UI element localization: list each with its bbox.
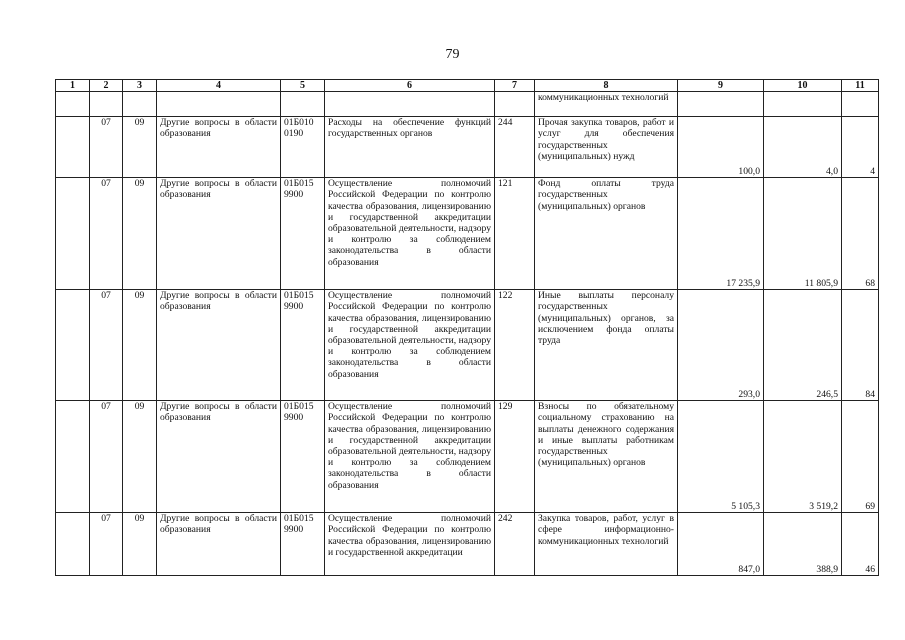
cell-expense-name: Прочая закупка товаров, работ и услуг для обеспечения государственных (муниципальных) нужд xyxy=(535,117,678,178)
table-row xyxy=(56,401,879,513)
cell-actual: 11 805,9 xyxy=(764,178,842,290)
cell-expense-type: 122 xyxy=(495,290,535,401)
cell-percent: 68 xyxy=(842,178,879,290)
cell-article-name xyxy=(325,92,495,117)
cell-col1 xyxy=(56,401,90,513)
cell-actual xyxy=(764,92,842,117)
cell-expense-type: 121 xyxy=(495,178,535,290)
column-header: 10 xyxy=(764,80,842,92)
cell-expense-name: Иные выплаты персоналу государственных (муниципальных) органов, за исключением фонда оплаты труда xyxy=(535,290,678,401)
cell-expense-type: 129 xyxy=(495,401,535,513)
cell-target-article: 01Б015 9900 xyxy=(281,401,325,513)
table-row xyxy=(56,92,879,117)
cell-col1 xyxy=(56,290,90,401)
cell-col1 xyxy=(56,117,90,178)
cell-article-name: Расходы на обеспечение функций государственных органов xyxy=(325,117,495,178)
header-row xyxy=(56,80,879,92)
cell-section-name: Другие вопросы в области образования xyxy=(157,513,281,576)
cell-article-name: Осуществление полномочий Российской Федерации по контролю качества образования, лицензированию и государственной аккредитации образовательной деятельности, надзору и контролю за соблюдением законодательства в области образования xyxy=(325,178,495,290)
cell-section: 07 xyxy=(90,117,123,178)
table-row xyxy=(56,178,879,290)
cell-expense-name: Закупка товаров, работ, услуг в сфере информационно-коммуникационных технологий xyxy=(535,513,678,576)
column-header: 4 xyxy=(157,80,281,92)
cell-percent: 4 xyxy=(842,117,879,178)
cell-section: 07 xyxy=(90,178,123,290)
table-row xyxy=(56,290,879,401)
cell-expense-type: 242 xyxy=(495,513,535,576)
column-header: 2 xyxy=(90,80,123,92)
cell-expense-name: Взносы по обязательному социальному страхованию на выплаты денежного содержания и иные выплаты работникам государственных (муниципальных) органов xyxy=(535,401,678,513)
column-header: 6 xyxy=(325,80,495,92)
cell-section-name xyxy=(157,92,281,117)
cell-actual: 246,5 xyxy=(764,290,842,401)
cell-percent xyxy=(842,92,879,117)
column-header: 11 xyxy=(842,80,879,92)
cell-percent: 84 xyxy=(842,290,879,401)
cell-target-article: 01Б015 9900 xyxy=(281,178,325,290)
cell-section-name: Другие вопросы в области образования xyxy=(157,290,281,401)
cell-section-name: Другие вопросы в области образования xyxy=(157,401,281,513)
page-number: 79 xyxy=(445,47,460,62)
cell-col1 xyxy=(56,178,90,290)
table-row xyxy=(56,117,879,178)
cell-col1 xyxy=(56,513,90,576)
cell-target-article: 01Б015 9900 xyxy=(281,290,325,401)
budget-table xyxy=(55,79,879,576)
cell-plan xyxy=(678,92,764,117)
cell-target-article: 01Б010 0190 xyxy=(281,117,325,178)
cell-target-article: 01Б015 9900 xyxy=(281,513,325,576)
cell-section: 07 xyxy=(90,290,123,401)
cell-subsection: 09 xyxy=(123,513,157,576)
cell-plan: 17 235,9 xyxy=(678,178,764,290)
cell-plan: 847,0 xyxy=(678,513,764,576)
column-header: 5 xyxy=(281,80,325,92)
cell-section xyxy=(90,92,123,117)
cell-subsection: 09 xyxy=(123,117,157,178)
cell-section: 07 xyxy=(90,513,123,576)
column-header: 8 xyxy=(535,80,678,92)
cell-target-article xyxy=(281,92,325,117)
cell-section: 07 xyxy=(90,401,123,513)
cell-col1 xyxy=(56,92,90,117)
cell-subsection xyxy=(123,92,157,117)
cell-expense-type xyxy=(495,92,535,117)
cell-article-name: Осуществление полномочий Российской Федерации по контролю качества образования, лицензированию и государственной аккредитации xyxy=(325,513,495,576)
column-header: 1 xyxy=(56,80,90,92)
cell-percent: 69 xyxy=(842,401,879,513)
cell-actual: 3 519,2 xyxy=(764,401,842,513)
cell-actual: 4,0 xyxy=(764,117,842,178)
cell-article-name: Осуществление полномочий Российской Федерации по контролю качества образования, лицензированию и государственной аккредитации образовательной деятельности, надзору и контролю за соблюдением законодательства в области образования xyxy=(325,290,495,401)
cell-percent: 46 xyxy=(842,513,879,576)
cell-section-name: Другие вопросы в области образования xyxy=(157,178,281,290)
column-header: 3 xyxy=(123,80,157,92)
cell-article-name: Осуществление полномочий Российской Федерации по контролю качества образования, лицензированию и государственной аккредитации образовательной деятельности, надзору и контролю за соблюдением законодательства в области образования xyxy=(325,401,495,513)
cell-plan: 293,0 xyxy=(678,290,764,401)
cell-subsection: 09 xyxy=(123,178,157,290)
cell-expense-type: 244 xyxy=(495,117,535,178)
column-header: 7 xyxy=(495,80,535,92)
cell-subsection: 09 xyxy=(123,290,157,401)
cell-plan: 5 105,3 xyxy=(678,401,764,513)
cell-expense-name: коммуникационных технологий xyxy=(535,92,678,117)
cell-expense-name: Фонд оплаты труда государственных (муниципальных) органов xyxy=(535,178,678,290)
cell-subsection: 09 xyxy=(123,401,157,513)
cell-actual: 388,9 xyxy=(764,513,842,576)
table-row xyxy=(56,513,879,576)
cell-plan: 100,0 xyxy=(678,117,764,178)
column-header: 9 xyxy=(678,80,764,92)
cell-section-name: Другие вопросы в области образования xyxy=(157,117,281,178)
